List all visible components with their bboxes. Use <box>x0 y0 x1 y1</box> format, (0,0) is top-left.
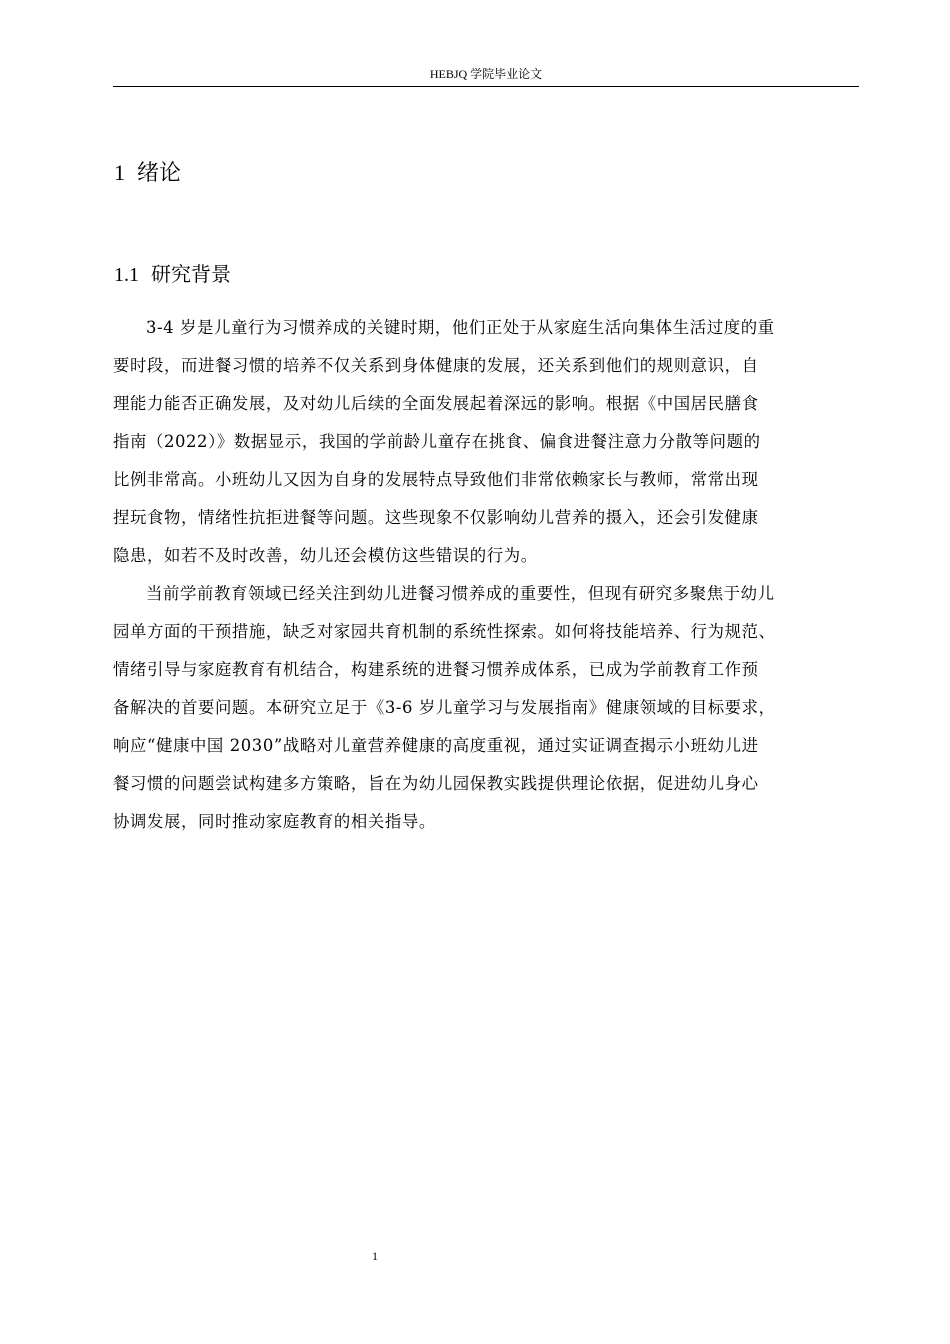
section-title: 研究背景 <box>151 262 231 286</box>
page-number: 1 <box>372 1249 378 1263</box>
chapter-number: 1 <box>114 160 125 185</box>
paragraph-line: 协调发展，同时推动家庭教育的相关指导。 <box>113 812 436 831</box>
paragraph-line: 比例非常高。小班幼儿又因为自身的发展特点导致他们非常依赖家长与教师，常常出现 <box>113 470 759 489</box>
section-heading <box>114 260 231 289</box>
paragraph-line: 指南（2022）》数据显示，我国的学前龄儿童存在挑食、偏食进餐注意力分散等问题的 <box>113 432 761 451</box>
paragraph-line: 园单方面的干预措施，缺乏对家园共育机制的系统性探索。如何将技能培养、行为规范、 <box>113 622 776 641</box>
paragraph-line: 餐习惯的问题尝试构建多方策略，旨在为幼儿园保教实践提供理论依据，促进幼儿身心 <box>113 774 759 793</box>
paragraph-line: 理能力能否正确发展，及对幼儿后续的全面发展起着深远的影响。根据《中国居民膳食 <box>113 394 759 413</box>
header-divider <box>113 86 859 87</box>
paragraph-line: 隐患，如若不及时改善，幼儿还会模仿这些错误的行为。 <box>113 546 538 565</box>
section-number: 1.1 <box>114 264 139 286</box>
paragraph-line: 情绪引导与家庭教育有机结合，构建系统的进餐习惯养成体系，已成为学前教育工作预 <box>113 660 759 679</box>
paragraph-line: 当前学前教育领域已经关注到幼儿进餐习惯养成的重要性，但现有研究多聚焦于幼儿 <box>146 584 775 603</box>
chapter-title: 绪论 <box>137 161 182 186</box>
paragraph-line: 响应“健康中国 2030”战略对儿童营养健康的高度重视，通过实证调查揭示小班幼儿进 <box>113 736 759 755</box>
paragraph-line: 3-4 岁是儿童行为习惯养成的关键时期，他们正处于从家庭生活向集体生活过度的重 <box>146 318 775 337</box>
chapter-heading <box>114 158 181 189</box>
paragraph-line: 要时段，而进餐习惯的培养不仅关系到身体健康的发展，还关系到他们的规则意识，自 <box>113 356 759 375</box>
paragraph-line: 备解决的首要问题。本研究立足于《3-6 岁儿童学习与发展指南》健康领域的目标要求， <box>113 698 776 717</box>
header-title: HEBJQ 学院毕业论文 <box>429 67 543 81</box>
paragraph-line: 捏玩食物，情绪性抗拒进餐等问题。这些现象不仅影响幼儿营养的摄入，还会引发健康 <box>113 508 759 527</box>
